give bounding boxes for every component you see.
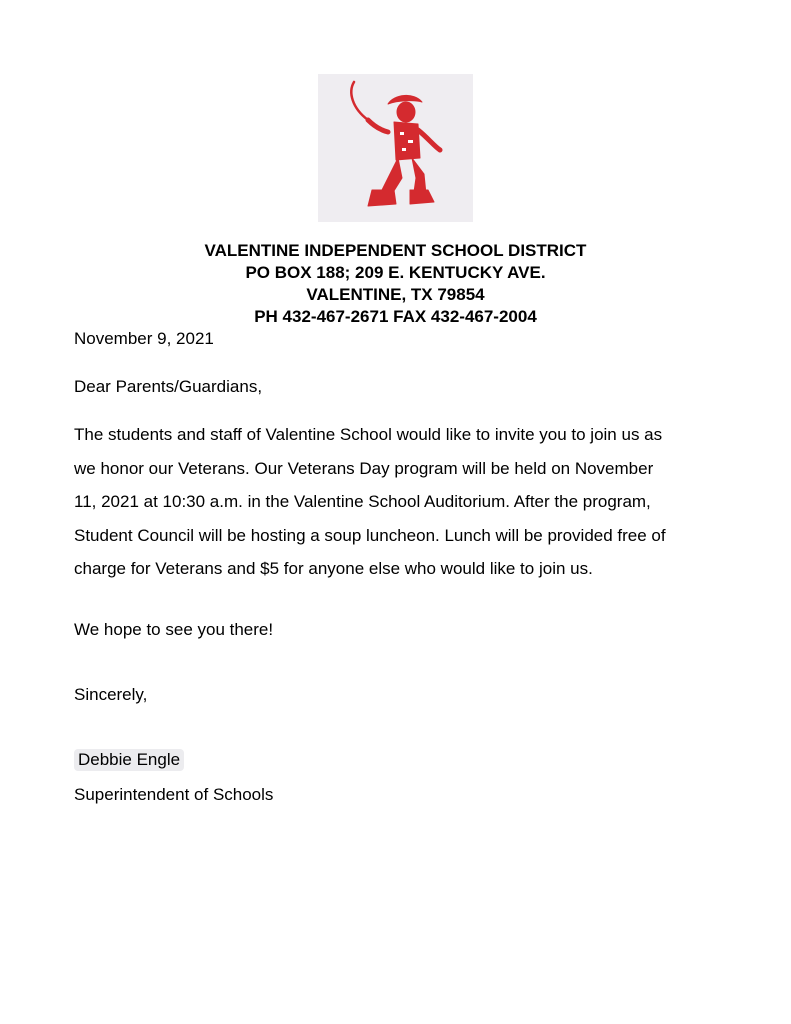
district-logo	[318, 74, 473, 222]
paragraph-line: Student Council will be hosting a soup luncheon. Lunch will be provided free of	[74, 525, 666, 545]
letter-date: November 9, 2021	[74, 329, 214, 348]
district-name: VALENTINE INDEPENDENT SCHOOL DISTRICT	[204, 241, 587, 260]
signer-name[interactable]: Debbie Engle	[74, 749, 184, 771]
paragraph-line: we honor our Veterans. Our Veterans Day program will be held on November	[74, 458, 654, 478]
district-city: VALENTINE, TX 79854	[306, 285, 485, 304]
paragraph-line: The students and staff of Valentine School would like to invite you to join us as	[74, 425, 663, 444]
district-phone-fax: PH 432-467-2671 FAX 432-467-2004	[254, 307, 537, 326]
pirate-mascot-icon	[318, 74, 473, 222]
signer-title: Superintendent of Schools	[74, 785, 274, 804]
letter-paragraph	[74, 418, 734, 586]
letter-salutation: Dear Parents/Guardians,	[74, 377, 263, 396]
letterhead	[0, 240, 791, 328]
district-address: PO BOX 188; 209 E. KENTUCKY AVE.	[245, 263, 546, 282]
letter-closing: Sincerely,	[74, 685, 148, 704]
paragraph-line: 11, 2021 at 10:30 a.m. in the Valentine School Auditorium. After the program,	[74, 492, 651, 511]
paragraph-line: charge for Veterans and $5 for anyone else who would like to join us.	[74, 559, 593, 578]
letter-hope-line: We hope to see you there!	[74, 620, 274, 639]
